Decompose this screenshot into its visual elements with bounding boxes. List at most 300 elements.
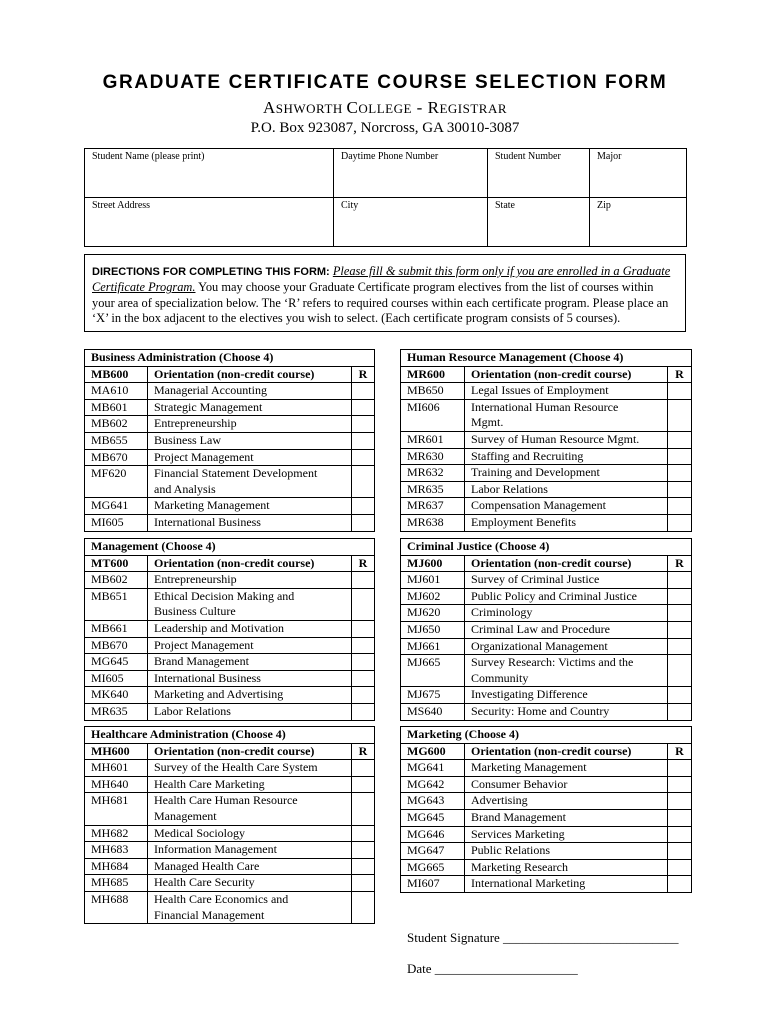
- student-number-field[interactable]: [488, 149, 590, 198]
- course-code: MI605: [85, 514, 148, 531]
- elective-checkbox[interactable]: [668, 703, 692, 720]
- course-row: [401, 876, 692, 893]
- date-line[interactable]: Date ______________________: [407, 961, 578, 976]
- course-name-continued: Mgmt.: [471, 415, 504, 430]
- course-name: Strategic Management: [154, 399, 263, 414]
- course-name-cell: [148, 449, 352, 466]
- course-name: Survey of the Health Care System: [154, 760, 318, 775]
- city-field[interactable]: [334, 198, 488, 247]
- elective-checkbox[interactable]: [352, 620, 375, 637]
- elective-checkbox[interactable]: [352, 670, 375, 687]
- course-row: [85, 760, 375, 777]
- course-row: [85, 687, 375, 704]
- course-name-cell: [465, 638, 668, 655]
- course-name: Entrepreneurship: [154, 572, 237, 587]
- course-code: MJ601: [401, 572, 465, 589]
- orientation-name: Orientation (non-credit course): [148, 555, 352, 572]
- course-name: Health Care Human Resource: [154, 793, 298, 808]
- student-name-field[interactable]: [85, 149, 334, 198]
- course-code: MI607: [401, 876, 465, 893]
- course-name-cell: [148, 572, 352, 589]
- course-name-cell: [465, 498, 668, 515]
- course-row: [401, 655, 692, 687]
- course-row: [85, 416, 375, 433]
- course-name-cell: [465, 826, 668, 843]
- course-name-cell: [148, 498, 352, 515]
- course-name: Public Relations: [471, 843, 550, 858]
- course-name: Labor Relations: [471, 481, 548, 496]
- title-spacer: [668, 539, 692, 556]
- elective-checkbox[interactable]: [668, 514, 692, 531]
- orientation-code: MJ600: [401, 555, 465, 572]
- course-code: MK640: [85, 687, 148, 704]
- course-row: [401, 481, 692, 498]
- orientation-code: MH600: [85, 743, 148, 760]
- mailing-address: P.O. Box 923087, Norcross, GA 30010-3087: [250, 120, 520, 136]
- student-name-label: Student Name (please print): [92, 151, 205, 162]
- course-row: [401, 621, 692, 638]
- course-code: MH683: [85, 842, 148, 859]
- course-row: [85, 670, 375, 687]
- course-name-cell: [148, 514, 352, 531]
- course-name: Advertising: [471, 793, 528, 808]
- course-name-cell: [465, 399, 668, 431]
- elective-checkbox[interactable]: [668, 876, 692, 893]
- course-name-cell: [148, 842, 352, 859]
- course-code: MG645: [401, 809, 465, 826]
- course-name-cell: [148, 637, 352, 654]
- directions-body: You may choose your Graduate Certificate program electives from the list of courses within your area of specialization below. The ‘R’ refers to required courses within each certificate program. Please place an ‘X’ in the box adjacent to the electives you wish to select. (Each certificate program consists of 5 courses).: [92, 280, 669, 325]
- program-title: Healthcare Administration (Choose 4): [85, 727, 352, 744]
- title-spacer: [668, 350, 692, 367]
- required-mark: R: [352, 366, 375, 383]
- elective-checkbox[interactable]: [668, 826, 692, 843]
- zip-field[interactable]: [590, 198, 687, 247]
- program-title: Criminal Justice (Choose 4): [401, 539, 668, 556]
- course-code: MR635: [401, 481, 465, 498]
- elective-checkbox[interactable]: [352, 514, 375, 531]
- course-code: MH685: [85, 875, 148, 892]
- elective-checkbox[interactable]: [352, 842, 375, 859]
- healthcare-administration-table: [84, 726, 375, 924]
- course-row: [85, 588, 375, 620]
- course-row: [85, 825, 375, 842]
- elective-checkbox[interactable]: [352, 432, 375, 449]
- course-name-cell: [465, 760, 668, 777]
- course-name-continued: Management: [154, 808, 217, 823]
- course-code: MH684: [85, 858, 148, 875]
- phone-label: Daytime Phone Number: [341, 151, 439, 162]
- program-title: Management (Choose 4): [85, 539, 352, 556]
- course-row: [85, 875, 375, 892]
- course-name: Training and Development: [471, 465, 600, 480]
- elective-checkbox[interactable]: [352, 793, 375, 825]
- course-row: [85, 383, 375, 400]
- course-row: [85, 842, 375, 859]
- course-row: [85, 793, 375, 825]
- course-row: [401, 465, 692, 482]
- course-name-cell: [465, 687, 668, 704]
- orientation-code: MR600: [401, 366, 465, 383]
- elective-checkbox[interactable]: [352, 637, 375, 654]
- course-name: Organizational Management: [471, 638, 608, 653]
- course-row: [401, 776, 692, 793]
- elective-checkbox[interactable]: [668, 655, 692, 687]
- subtitle-initial-a: A: [263, 98, 276, 117]
- course-name-cell: [148, 620, 352, 637]
- student-info-table: [84, 148, 687, 247]
- course-name: Brand Management: [154, 654, 249, 669]
- course-code: MJ620: [401, 605, 465, 622]
- course-code: MR632: [401, 465, 465, 482]
- orientation-code: MB600: [85, 366, 148, 383]
- course-name: Marketing Management: [471, 760, 587, 775]
- course-code: MB602: [85, 572, 148, 589]
- course-code: MB601: [85, 399, 148, 416]
- course-name-cell: [148, 687, 352, 704]
- course-code: MR601: [401, 431, 465, 448]
- elective-checkbox[interactable]: [668, 383, 692, 400]
- course-name: Security: Home and Country: [471, 703, 610, 718]
- course-code: MR630: [401, 448, 465, 465]
- program-title: Marketing (Choose 4): [401, 727, 668, 744]
- title-spacer: [352, 539, 375, 556]
- course-row: [85, 399, 375, 416]
- elective-checkbox[interactable]: [352, 875, 375, 892]
- program-title: Business Administration (Choose 4): [85, 350, 352, 367]
- course-code: MJ602: [401, 588, 465, 605]
- course-name: Compensation Management: [471, 498, 606, 513]
- title-spacer: [668, 727, 692, 744]
- course-name-cell: [465, 776, 668, 793]
- required-mark: R: [668, 366, 692, 383]
- course-code: MI605: [85, 670, 148, 687]
- elective-checkbox[interactable]: [668, 859, 692, 876]
- criminal-justice-table: [400, 538, 692, 721]
- course-code: MB602: [85, 416, 148, 433]
- elective-checkbox[interactable]: [352, 760, 375, 777]
- course-row: [85, 703, 375, 720]
- course-name-cell: [148, 858, 352, 875]
- course-code: MJ675: [401, 687, 465, 704]
- course-name-continued: Financial Management: [154, 907, 265, 922]
- elective-checkbox[interactable]: [352, 399, 375, 416]
- course-row: [85, 498, 375, 515]
- course-name-cell: [465, 431, 668, 448]
- course-row: [85, 432, 375, 449]
- elective-checkbox[interactable]: [352, 654, 375, 671]
- major-label: Major: [597, 151, 622, 162]
- elective-checkbox[interactable]: [668, 638, 692, 655]
- state-label: State: [495, 200, 515, 211]
- course-row: [85, 776, 375, 793]
- course-name: Marketing Research: [471, 859, 568, 874]
- course-name-cell: [465, 605, 668, 622]
- course-name: Survey of Human Resource Mgmt.: [471, 431, 640, 446]
- course-row: [85, 572, 375, 589]
- course-name: Survey Research: Victims and the: [471, 655, 634, 670]
- elective-checkbox[interactable]: [352, 825, 375, 842]
- required-mark: R: [352, 743, 375, 760]
- elective-checkbox[interactable]: [352, 416, 375, 433]
- course-code: MH640: [85, 776, 148, 793]
- course-code: MF620: [85, 466, 148, 498]
- subtitle-dash: -: [411, 98, 428, 117]
- elective-checkbox[interactable]: [352, 383, 375, 400]
- course-name-continued: Business Culture: [154, 604, 236, 619]
- directions-lead: DIRECTIONS FOR COMPLETING THIS FORM:: [92, 266, 330, 278]
- elective-checkbox[interactable]: [352, 703, 375, 720]
- course-name: Employment Benefits: [471, 514, 576, 529]
- course-name-cell: [148, 703, 352, 720]
- course-name: Financial Statement Development: [154, 466, 318, 481]
- street-address-field[interactable]: [85, 198, 334, 247]
- course-name-cell: [465, 655, 668, 687]
- course-row: [401, 760, 692, 777]
- course-row: [85, 891, 375, 923]
- title-spacer: [352, 350, 375, 367]
- elective-checkbox[interactable]: [352, 466, 375, 498]
- form-title: GRADUATE CERTIFICATE COURSE SELECTION FORM: [102, 72, 668, 93]
- subtitle-initial-c: C: [346, 98, 359, 117]
- orientation-name: Orientation (non-credit course): [148, 366, 352, 383]
- directions-emphasis: Please fill & submit this form only if you are enrolled in a Graduate Certificate Program.: [92, 264, 671, 295]
- course-row: [401, 399, 692, 431]
- subtitle-registrar-rest: EGISTRAR: [439, 101, 507, 116]
- college-registrar-subtitle: [0, 98, 770, 118]
- required-mark: R: [668, 555, 692, 572]
- course-name: Medical Sociology: [154, 825, 245, 840]
- course-name: International Marketing: [471, 876, 586, 891]
- course-name: Entrepreneurship: [154, 416, 237, 431]
- course-code: MG642: [401, 776, 465, 793]
- zip-label: Zip: [597, 200, 611, 211]
- course-name: Project Management: [154, 637, 254, 652]
- course-name-cell: [465, 859, 668, 876]
- elective-checkbox[interactable]: [668, 431, 692, 448]
- course-row: [401, 605, 692, 622]
- elective-checkbox[interactable]: [352, 776, 375, 793]
- phone-field[interactable]: [334, 149, 488, 198]
- course-name-cell: [148, 891, 352, 923]
- course-row: [401, 687, 692, 704]
- title-spacer: [352, 727, 375, 744]
- course-code: MA610: [85, 383, 148, 400]
- course-row: [401, 383, 692, 400]
- elective-checkbox[interactable]: [668, 498, 692, 515]
- course-row: [85, 654, 375, 671]
- elective-checkbox[interactable]: [668, 465, 692, 482]
- orientation-code: MT600: [85, 555, 148, 572]
- course-name: Leadership and Motivation: [154, 620, 284, 635]
- student-signature-line[interactable]: Student Signature ___________________________: [407, 930, 679, 945]
- course-name-cell: [465, 465, 668, 482]
- course-name-cell: [465, 588, 668, 605]
- course-code: MB651: [85, 588, 148, 620]
- course-name: Consumer Behavior: [471, 776, 568, 791]
- course-name-cell: [148, 793, 352, 825]
- course-code: MH681: [85, 793, 148, 825]
- course-code: MH688: [85, 891, 148, 923]
- subtitle-ashworth-rest: SHWORTH: [275, 101, 347, 116]
- elective-checkbox[interactable]: [668, 809, 692, 826]
- course-name-cell: [465, 572, 668, 589]
- course-name: Criminal Law and Procedure: [471, 621, 610, 636]
- city-label: City: [341, 200, 359, 211]
- subtitle-initial-r: R: [427, 98, 440, 117]
- course-row: [85, 449, 375, 466]
- course-name-cell: [148, 432, 352, 449]
- course-name-cell: [465, 481, 668, 498]
- course-name: Marketing and Advertising: [154, 687, 284, 702]
- elective-checkbox[interactable]: [352, 572, 375, 589]
- course-code: MR638: [401, 514, 465, 531]
- course-code: MB655: [85, 432, 148, 449]
- course-code: MG641: [85, 498, 148, 515]
- elective-checkbox[interactable]: [352, 498, 375, 515]
- course-code: MB650: [401, 383, 465, 400]
- course-name: Public Policy and Criminal Justice: [471, 588, 637, 603]
- course-name: Staffing and Recruiting: [471, 448, 584, 463]
- course-code: MG641: [401, 760, 465, 777]
- course-name-cell: [465, 793, 668, 810]
- course-code: MR635: [85, 703, 148, 720]
- orientation-name: Orientation (non-credit course): [465, 366, 668, 383]
- course-code: MB670: [85, 637, 148, 654]
- course-row: [401, 431, 692, 448]
- course-code: MR637: [401, 498, 465, 515]
- course-row: [401, 703, 692, 720]
- course-name: Labor Relations: [154, 703, 231, 718]
- course-code: MB661: [85, 620, 148, 637]
- elective-checkbox[interactable]: [668, 843, 692, 860]
- course-name-cell: [148, 399, 352, 416]
- course-name-cell: [465, 703, 668, 720]
- course-row: [401, 859, 692, 876]
- course-code: MS640: [401, 703, 465, 720]
- course-name-cell: [465, 843, 668, 860]
- course-name-continued: Community: [471, 670, 529, 685]
- course-code: MJ665: [401, 655, 465, 687]
- course-name-cell: [148, 670, 352, 687]
- course-row: [401, 843, 692, 860]
- course-name-cell: [465, 876, 668, 893]
- course-name: Criminology: [471, 605, 533, 620]
- elective-checkbox[interactable]: [668, 572, 692, 589]
- elective-checkbox[interactable]: [668, 399, 692, 431]
- course-name-cell: [465, 383, 668, 400]
- course-name: International Business: [154, 514, 261, 529]
- elective-checkbox[interactable]: [668, 588, 692, 605]
- course-row: [401, 826, 692, 843]
- course-name: Information Management: [154, 842, 277, 857]
- course-row: [401, 793, 692, 810]
- course-name: Project Management: [154, 449, 254, 464]
- elective-checkbox[interactable]: [668, 481, 692, 498]
- course-code: MG647: [401, 843, 465, 860]
- course-name: Health Care Security: [154, 875, 255, 890]
- course-row: [401, 638, 692, 655]
- course-name: Business Law: [154, 432, 221, 447]
- course-name-cell: [148, 875, 352, 892]
- course-row: [401, 588, 692, 605]
- course-row: [401, 498, 692, 515]
- orientation-name: Orientation (non-credit course): [465, 743, 668, 760]
- course-name: Health Care Economics and: [154, 891, 289, 906]
- human-resource-management-table: [400, 349, 692, 532]
- directions-box: [84, 254, 686, 332]
- course-name: International Human Resource: [471, 399, 619, 414]
- elective-checkbox[interactable]: [352, 891, 375, 923]
- orientation-code: MG600: [401, 743, 465, 760]
- course-name-cell: [148, 776, 352, 793]
- street-address-label: Street Address: [92, 200, 151, 211]
- course-row: [85, 620, 375, 637]
- course-row: [85, 858, 375, 875]
- course-name-cell: [465, 621, 668, 638]
- elective-checkbox[interactable]: [668, 687, 692, 704]
- course-row: [401, 572, 692, 589]
- subtitle-college-rest: OLLEGE: [358, 101, 412, 116]
- course-name: Managed Health Care: [154, 858, 260, 873]
- course-code: MJ650: [401, 621, 465, 638]
- course-name: Survey of Criminal Justice: [471, 572, 600, 587]
- course-name-cell: [148, 588, 352, 620]
- course-row: [85, 637, 375, 654]
- course-name: International Business: [154, 670, 261, 685]
- course-row: [401, 448, 692, 465]
- elective-checkbox[interactable]: [352, 687, 375, 704]
- orientation-name: Orientation (non-credit course): [465, 555, 668, 572]
- course-name-cell: [148, 383, 352, 400]
- course-name-cell: [148, 760, 352, 777]
- course-name: Ethical Decision Making and: [154, 588, 295, 603]
- course-name-cell: [465, 809, 668, 826]
- elective-checkbox[interactable]: [352, 588, 375, 620]
- elective-checkbox[interactable]: [352, 449, 375, 466]
- elective-checkbox[interactable]: [668, 605, 692, 622]
- course-code: MH601: [85, 760, 148, 777]
- course-name-cell: [148, 466, 352, 498]
- course-name-continued: and Analysis: [154, 481, 216, 496]
- course-name-cell: [465, 514, 668, 531]
- course-row: [85, 514, 375, 531]
- course-code: MG665: [401, 859, 465, 876]
- course-name-cell: [148, 825, 352, 842]
- elective-checkbox[interactable]: [668, 760, 692, 777]
- required-mark: R: [668, 743, 692, 760]
- state-field[interactable]: [488, 198, 590, 247]
- marketing-table: [400, 726, 692, 893]
- course-name: Investigating Difference: [471, 687, 588, 702]
- course-code: MG645: [85, 654, 148, 671]
- course-name: Marketing Management: [154, 498, 270, 513]
- elective-checkbox[interactable]: [668, 793, 692, 810]
- course-name-cell: [148, 654, 352, 671]
- major-field[interactable]: [590, 149, 687, 198]
- course-code: MH682: [85, 825, 148, 842]
- elective-checkbox[interactable]: [668, 448, 692, 465]
- course-code: MJ661: [401, 638, 465, 655]
- course-code: MG643: [401, 793, 465, 810]
- elective-checkbox[interactable]: [352, 858, 375, 875]
- elective-checkbox[interactable]: [668, 621, 692, 638]
- course-row: [401, 809, 692, 826]
- course-name: Health Care Marketing: [154, 776, 265, 791]
- elective-checkbox[interactable]: [668, 776, 692, 793]
- course-code: MI606: [401, 399, 465, 431]
- course-code: MB670: [85, 449, 148, 466]
